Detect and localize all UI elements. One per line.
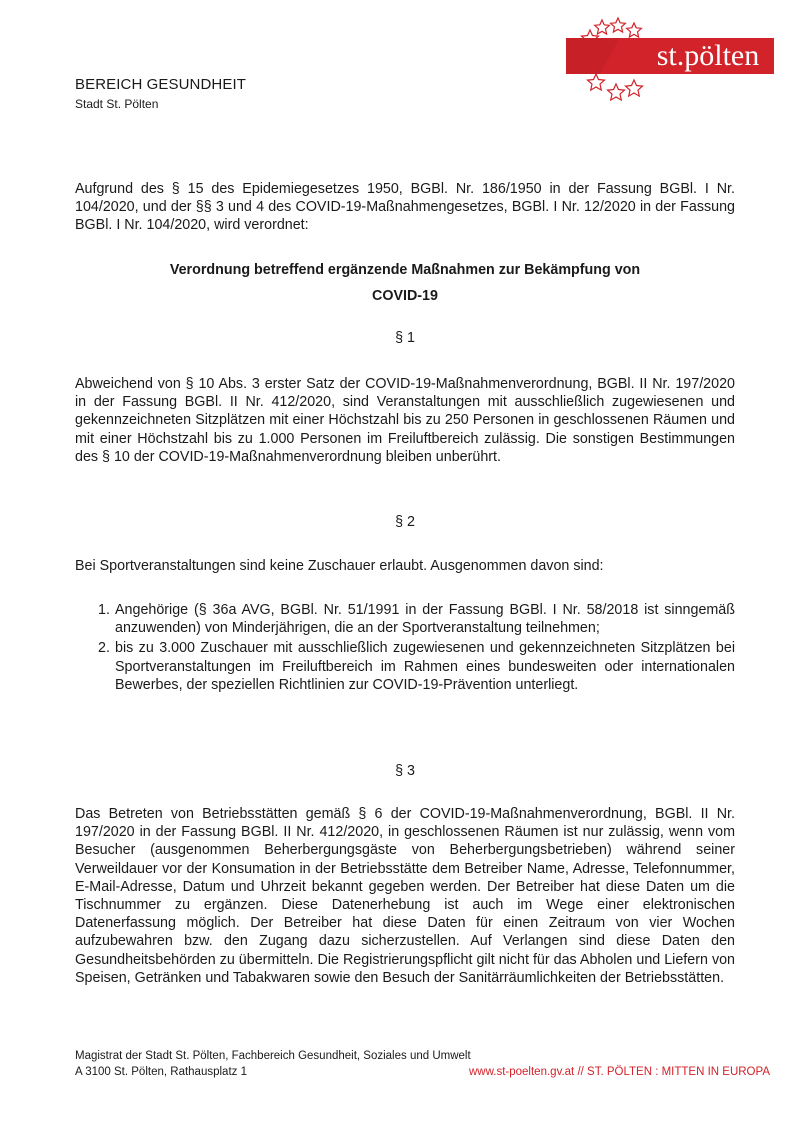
department-heading: BEREICH GESUNDHEIT bbox=[75, 76, 246, 93]
list-item bbox=[98, 639, 735, 694]
section-2-text: Bei Sportveranstaltungen sind keine Zuschauer erlaubt. Ausgenommen davon sind: bbox=[75, 558, 604, 574]
star-icon bbox=[611, 18, 626, 32]
city-subheading: Stadt St. Pölten bbox=[75, 97, 159, 111]
st-poelten-logo bbox=[560, 14, 780, 104]
ordinance-title-line2: COVID-19 bbox=[372, 288, 438, 304]
ordinance-title-line1: Verordnung betreffend ergänzende Maßnahmen zur Bekämpfung von bbox=[169, 262, 641, 278]
section-3-text: Das Betreten von Betriebsstätten gemäß § 6 der COVID-19-Maßnahmenverordnung, BGBl. II Nr. 197/2020 in der Fassung BGBl. II Nr. 412/2020, in geschlossenen Räumen ist nur zulässig, wenn vom Besucher (ausgenommen Beherbergungsgäste von Beherbergungsbetrieben) während seiner Verweildauer vor der Konsumation in der Betriebsstätte dem Betreiber Name, Adresse, Telefonnummer, E-Mail-Adresse, Datum und Uhrzeit bekannt gegeben werden. Der Betreiber hat diese Daten um die Tischnummer zu ergänzen. Diese Datenerhebung ist auch im Wege einer elektronischen Datenerfassung möglich. Der Betreiber hat diese Daten für einen Zeitraum von vier Wochen aufzubewahren bzw. den Zugang dazu sicherzustellen. Auf Verlangen sind diese Daten den Gesundheitsbehörden zu übermitteln. Die Registrierungspflicht gilt nicht für das Abholen und Liefern von Speisen, Getränken und Tabakwaren sowie den Besuch der Sanitärräumlichkeiten der Betriebsstätten. bbox=[75, 806, 735, 986]
section-1-text: Abweichend von § 10 Abs. 3 erster Satz der COVID-19-Maßnahmenverordnung, BGBl. II Nr. 197/2020 in der Fassung BGBl. II Nr. 412/2020, sind Veranstaltungen mit ausschließlich zugewiesenen und gekennzeichneten Sitzplätzen mit einer Höchstzahl bis zu 250 Personen in geschlossenen Räumen und mit einer Höchstzahl bis zu 1.000 Personen im Freiluftbereich zulässig. Die sonstigen Bestimmungen des § 10 der COVID-19-Maßnahmenverordnung bleiben unberührt. bbox=[75, 376, 735, 465]
section-3-heading: § 3 bbox=[395, 763, 415, 779]
ordinance-title bbox=[75, 257, 735, 309]
list-item-text: bis zu 3.000 Zuschauer mit ausschließlich zugewiesenen und gekennzeichneten Sitzplätzen bei Sportveranstaltungen im Freiluftbereich im Rahmen eines bundesweiten oder internationalen Bewerbes, der speziellen Richtlinien zur COVID-19-Prävention unterliegt. bbox=[115, 640, 735, 693]
intro-paragraph: Aufgrund des § 15 des Epidemiegesetzes 1950, BGBl. Nr. 186/1950 in der Fassung BGBl. I Nr. 104/2020, und der §§ 3 und 4 des COVID-19-Maßnahmengesetzes, BGBl. I Nr. 12/2020 in der Fassung BGBl. I Nr. 104/2020, wird verordnet: bbox=[75, 181, 735, 234]
footer-address-line2: A 3100 St. Pölten, Rathausplatz 1 bbox=[75, 1066, 247, 1078]
star-icon bbox=[595, 20, 610, 34]
section-1-heading: § 1 bbox=[395, 330, 415, 346]
section-2-list bbox=[98, 601, 735, 694]
list-item-text: Angehörige (§ 36a AVG, BGBl. Nr. 51/1991 in der Fassung BGBl. I Nr. 58/2018 ist sinngemäß anzuwenden) von Minderjährigen, die an der Sportveranstaltung teilnehmen; bbox=[115, 602, 735, 637]
list-item-number: 2. bbox=[98, 640, 110, 657]
list-item-number: 1. bbox=[98, 602, 110, 618]
logo-text: st.pölten bbox=[656, 39, 760, 72]
list-item bbox=[98, 601, 735, 637]
star-icon bbox=[626, 80, 643, 96]
star-icon bbox=[627, 23, 642, 37]
footer-website-link[interactable]: www.st-poelten.gv.at // ST. PÖLTEN : MITTEN IN EUROPA bbox=[469, 1066, 770, 1078]
star-icon bbox=[608, 84, 625, 100]
footer-address-line1: Magistrat der Stadt St. Pölten, Fachbereich Gesundheit, Soziales und Umwelt bbox=[75, 1050, 471, 1062]
star-icon bbox=[588, 74, 605, 90]
section-2-heading: § 2 bbox=[395, 514, 415, 530]
